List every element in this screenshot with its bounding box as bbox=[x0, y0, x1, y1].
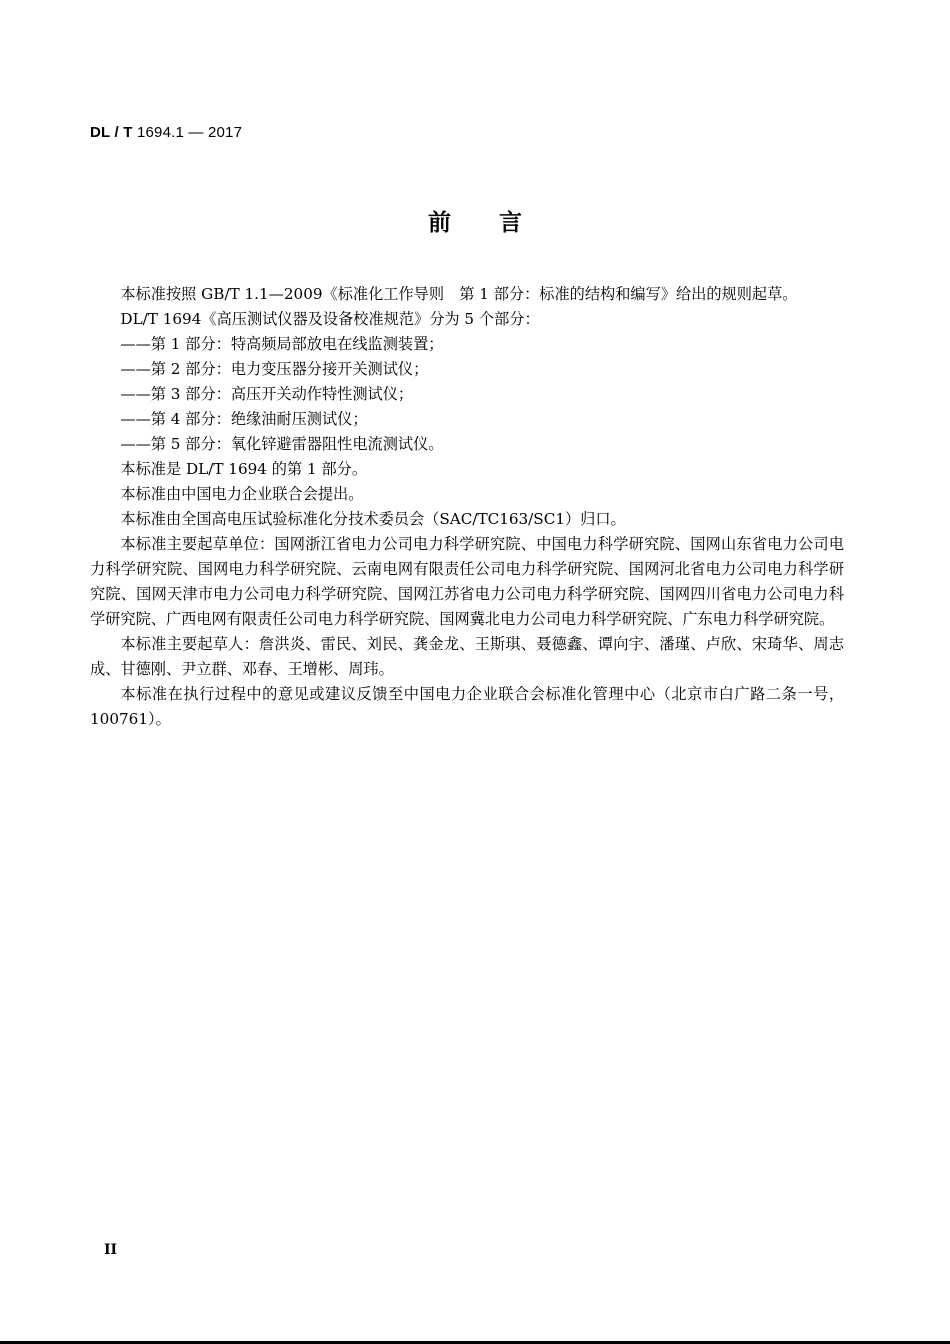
paragraph-drafting-rules: 本标准按照 GB/T 1.1—2009《标准化工作导则 第 1 部分：标准的结构和编写》给出的规则起草。 bbox=[120, 285, 798, 303]
list-item-part-1: ——第 1 部分：特高频局部放电在线监测装置； bbox=[120, 335, 444, 353]
list-item-part-3: ——第 3 部分：高压开关动作特性测试仪； bbox=[120, 385, 414, 403]
paragraph-drafters: 本标准主要起草人：詹洪炎、雷民、刘民、龚金龙、王斯琪、聂德鑫、谭向宇、潘瑾、卢欣、宋琦华、周志成、甘德刚、尹立群、邓春、王增彬、周玮。 bbox=[90, 635, 844, 678]
paragraph-proposed-by: 本标准由中国电力企业联合会提出。 bbox=[120, 485, 364, 503]
paragraph-administered-by: 本标准由全国高电压试验标准化分技术委员会（SAC/TC163/SC1）归口。 bbox=[120, 510, 626, 528]
list-item-part-4: ——第 4 部分：绝缘油耐压测试仪； bbox=[120, 410, 368, 428]
page-title: 前言 bbox=[428, 210, 570, 236]
foreword-body bbox=[90, 282, 844, 732]
standard-code-number: 1694.1 — 2017 bbox=[132, 124, 243, 141]
list-item-part-5: ——第 5 部分：氧化锌避雷器阻性电流测试仪。 bbox=[120, 435, 444, 453]
page-number: II bbox=[104, 1242, 118, 1258]
paragraph-parts-intro: DL/T 1694《高压测试仪器及设备校准规范》分为 5 个部分： bbox=[120, 310, 540, 328]
standard-code-prefix: DL / T bbox=[90, 124, 133, 141]
list-item-part-2: ——第 2 部分：电力变压器分接开关测试仪； bbox=[120, 360, 429, 378]
paragraph-feedback: 本标准在执行过程中的意见或建议反馈至中国电力企业联合会标准化管理中心（北京市白广路二条一号，100761）。 bbox=[90, 685, 844, 728]
paragraph-part-statement: 本标准是 DL/T 1694 的第 1 部分。 bbox=[120, 460, 368, 478]
paragraph-drafting-units: 本标准主要起草单位：国网浙江省电力公司电力科学研究院、中国电力科学研究院、国网山东省电力公司电力科学研究院、国网电力科学研究院、云南电网有限责任公司电力科学研究院、国网河北省电力公司电力科学研究院、国网天津市电力公司电力科学研究院、国网江苏省电力公司电力科学研究院、国网四川省电力公司电力科学研究院、广西电网有限责任公司电力科学研究院、国网冀北电力公司电力科学研究院、广东电力科学研究院。 bbox=[90, 535, 844, 628]
standard-code-header bbox=[90, 124, 242, 141]
